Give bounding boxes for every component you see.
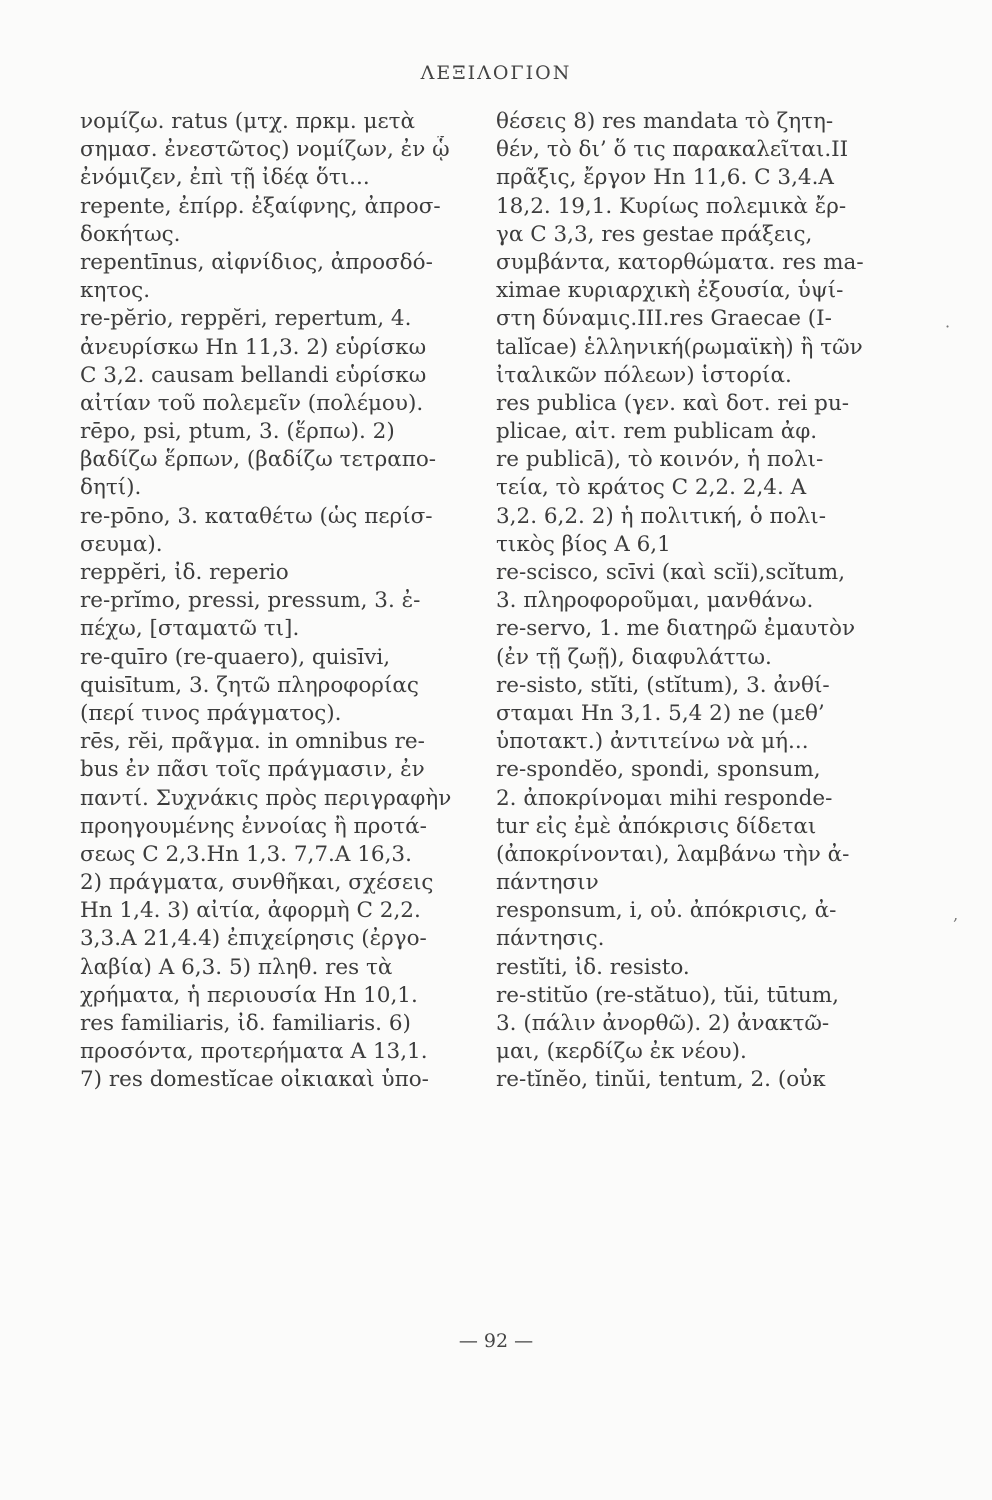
- dictionary-line: res familiaris, ἰδ. familiaris. 6): [80, 1011, 411, 1036]
- dictionary-line: bus ἐν πᾶσι τοῖς πράγμασιν, ἐν: [80, 757, 425, 783]
- dictionary-line: C 3,2. causam bellandi εὑρίσκω: [80, 362, 427, 388]
- dictionary-line: responsum, i, οὐ. ἀπόκρισις, ἀ-: [496, 898, 837, 924]
- left-column: [80, 108, 480, 1095]
- page-number: — 92 —: [458, 1330, 534, 1352]
- dictionary-line: αἰτίαν τοῦ πολεμεῖν (πολέμου).: [80, 390, 424, 416]
- dictionary-line: talĭcae) ἑλληνική(ρωμαϊκὴ) ἢ τῶν: [496, 334, 863, 360]
- dictionary-line: δοκήτως.: [80, 221, 181, 247]
- dictionary-line: χρήματα, ἡ περιουσία Hn 10,1.: [80, 982, 418, 1008]
- right-column: [496, 108, 916, 1095]
- dictionary-line: κητος.: [80, 278, 151, 304]
- dictionary-line: re-sisto, stĭti, (stĭtum), 3. ἀνθί-: [496, 672, 830, 698]
- dictionary-line: νομίζω. ratus (μτχ. πρκμ. μετὰ: [80, 109, 416, 134]
- dictionary-line: πάντησις.: [496, 926, 605, 952]
- dictionary-line: plicae, αἰτ. rem publicam ἀφ.: [496, 419, 818, 445]
- dictionary-line: θέσεις 8) res mandata τὸ ζητη-: [496, 109, 834, 134]
- dictionary-line: 3. (πάλιν ἀνορθῶ). 2) ἀνακτῶ-: [496, 1011, 830, 1036]
- margin-mark: ·: [945, 317, 951, 336]
- dictionary-line: συμβάντα, κατορθώματα. res ma-: [496, 249, 864, 275]
- dictionary-line: re-pĕrio, reppĕri, repertum, 4.: [80, 306, 412, 332]
- page-header: ΛΕΞΙΛΟΓΙΟΝ: [420, 62, 572, 84]
- dictionary-line: τεία, τὸ κράτος C 2,2. 2,4. A: [496, 475, 807, 501]
- dictionary-line: λαβία) A 6,3. 5) πληθ. res τὰ: [80, 954, 393, 980]
- dictionary-line: re-scisco, scīvi (καὶ scĭi),scĭtum,: [496, 560, 846, 585]
- dictionary-line: (ἀποκρίνονται), λαμβάνω τὴν ἀ-: [496, 841, 850, 867]
- dictionary-line: πέχω, [σταματῶ τι].: [80, 616, 300, 642]
- dictionary-line: προηγουμένης ἐννοίας ἢ προτά-: [80, 813, 427, 839]
- dictionary-line: θέν, τὸ δι’ ὅ τις παρακαλεῖται.II: [496, 137, 849, 163]
- dictionary-line: ἀνευρίσκω Hn 11,3. 2) εὑρίσκω: [80, 334, 427, 360]
- dictionary-line: τικὸς βίος A 6,1: [496, 531, 671, 557]
- dictionary-line: ximae κυριαρχικὴ ἐξουσία, ὑψί-: [496, 278, 844, 304]
- dictionary-line: 7) res domestĭcae οἰκιακαὶ ὑπο-: [80, 1067, 429, 1093]
- dictionary-line: σταμαι Hn 3,1. 5,4 2) ne (μεθ’: [496, 700, 825, 726]
- dictionary-line: ὑποτακτ.) ἀντιτείνω νὰ μή...: [496, 729, 809, 755]
- dictionary-line: re-prĭmo, pressi, pressum, 3. ἐ-: [80, 588, 421, 614]
- dictionary-line: tur εἰς ἐμὲ ἀπόκρισις δίδεται: [496, 813, 817, 839]
- dictionary-line: βαδίζω ἕρπων, (βαδίζω τετραπο-: [80, 447, 437, 473]
- dictionary-line: (περί τινος πράγματος).: [80, 700, 342, 726]
- dictionary-line: 18,2. 19,1. Κυρίως πολεμικὰ ἔρ-: [496, 193, 847, 219]
- dictionary-line: re-stitŭo (re-stătuo), tŭi, tūtum,: [496, 982, 839, 1008]
- dictionary-line: re-tĭnĕo, tinŭi, tentum, 2. (οὐκ: [496, 1067, 826, 1093]
- dictionary-line: 2) πράγματα, συνθῆκαι, σχέσεις: [80, 870, 434, 896]
- dictionary-line: re-servo, 1. me διατηρῶ ἐμαυτὸν: [496, 616, 856, 642]
- dictionary-line: προσόντα, προτερήματα A 13,1.: [80, 1039, 428, 1065]
- dictionary-line: re-pōno, 3. καταθέτω (ὡς περίσ-: [80, 503, 433, 529]
- dictionary-line: 3. πληροφοροῦμαι, μανθάνω.: [496, 588, 814, 614]
- dictionary-line: re publicā), τὸ κοινόν, ἡ πολι-: [496, 447, 824, 473]
- dictionary-line: res publica (γεν. καὶ δοτ. rei pu-: [496, 390, 850, 416]
- dictionary-line: restĭti, ἰδ. resisto.: [496, 954, 690, 980]
- dictionary-line: rēpo, psi, ptum, 3. (ἕρπω). 2): [80, 419, 395, 445]
- dictionary-line: σεως C 2,3.Hn 1,3. 7,7.A 16,3.: [80, 841, 412, 867]
- dictionary-line: reppĕri, ἰδ. reperio: [80, 560, 289, 585]
- dictionary-line: πρᾶξις, ἔργον Hn 11,6. C 3,4.A: [496, 165, 834, 191]
- dictionary-line: σημασ. ἐνεστῶτος) νομίζων, ἐν ᾧ: [80, 137, 450, 163]
- dictionary-line: πάντησιν: [496, 870, 599, 896]
- dictionary-line: repentīnus, αἰφνίδιος, ἀπροσδό-: [80, 249, 433, 275]
- dictionary-line: re-quīro (re-quaero), quisīvi,: [80, 644, 391, 670]
- dictionary-line: quisītum, 3. ζητῶ πληροφορίας: [80, 672, 419, 698]
- dictionary-line: rēs, rĕi, πρᾶγμα. in omnibus re-: [80, 729, 425, 755]
- dictionary-line: 3,2. 6,2. 2) ἡ πολιτική, ὁ πολι-: [496, 503, 826, 529]
- dictionary-line: Hn 1,4. 3) αἰτία, ἀφορμὴ C 2,2.: [80, 898, 421, 924]
- dictionary-line: 3,3.A 21,4.4) ἐπιχείρησις (ἐργο-: [80, 926, 427, 952]
- dictionary-line: ἐνόμιζεν, ἐπὶ τῇ ἰδέᾳ ὅτι...: [80, 165, 370, 191]
- dictionary-line: στη δύναμις.III.res Graecae (I-: [496, 306, 832, 332]
- dictionary-line: repente, ἐπίρρ. ἐξαίφνης, ἀπροσ-: [80, 193, 441, 219]
- dictionary-line: (ἐν τῇ ζωῇ), διαφυλάττω.: [496, 644, 772, 670]
- dictionary-line: παντί. Συχνάκις πρὸς περιγραφὴν: [80, 785, 452, 811]
- dictionary-line: σευμα).: [80, 531, 163, 557]
- dictionary-line: γα C 3,3, res gestae πράξεις,: [496, 221, 813, 247]
- dictionary-line: δητί).: [80, 475, 142, 501]
- dictionary-line: μαι, (κερδίζω ἐκ νέου).: [496, 1039, 747, 1065]
- margin-mark: ‚: [953, 905, 959, 924]
- dictionary-line: ἰταλικῶν πόλεων) ἱστορία.: [496, 362, 792, 388]
- dictionary-line: 2. ἀποκρίνομαι mihi responde-: [496, 785, 833, 811]
- dictionary-line: re-spondĕo, spondi, sponsum,: [496, 757, 821, 783]
